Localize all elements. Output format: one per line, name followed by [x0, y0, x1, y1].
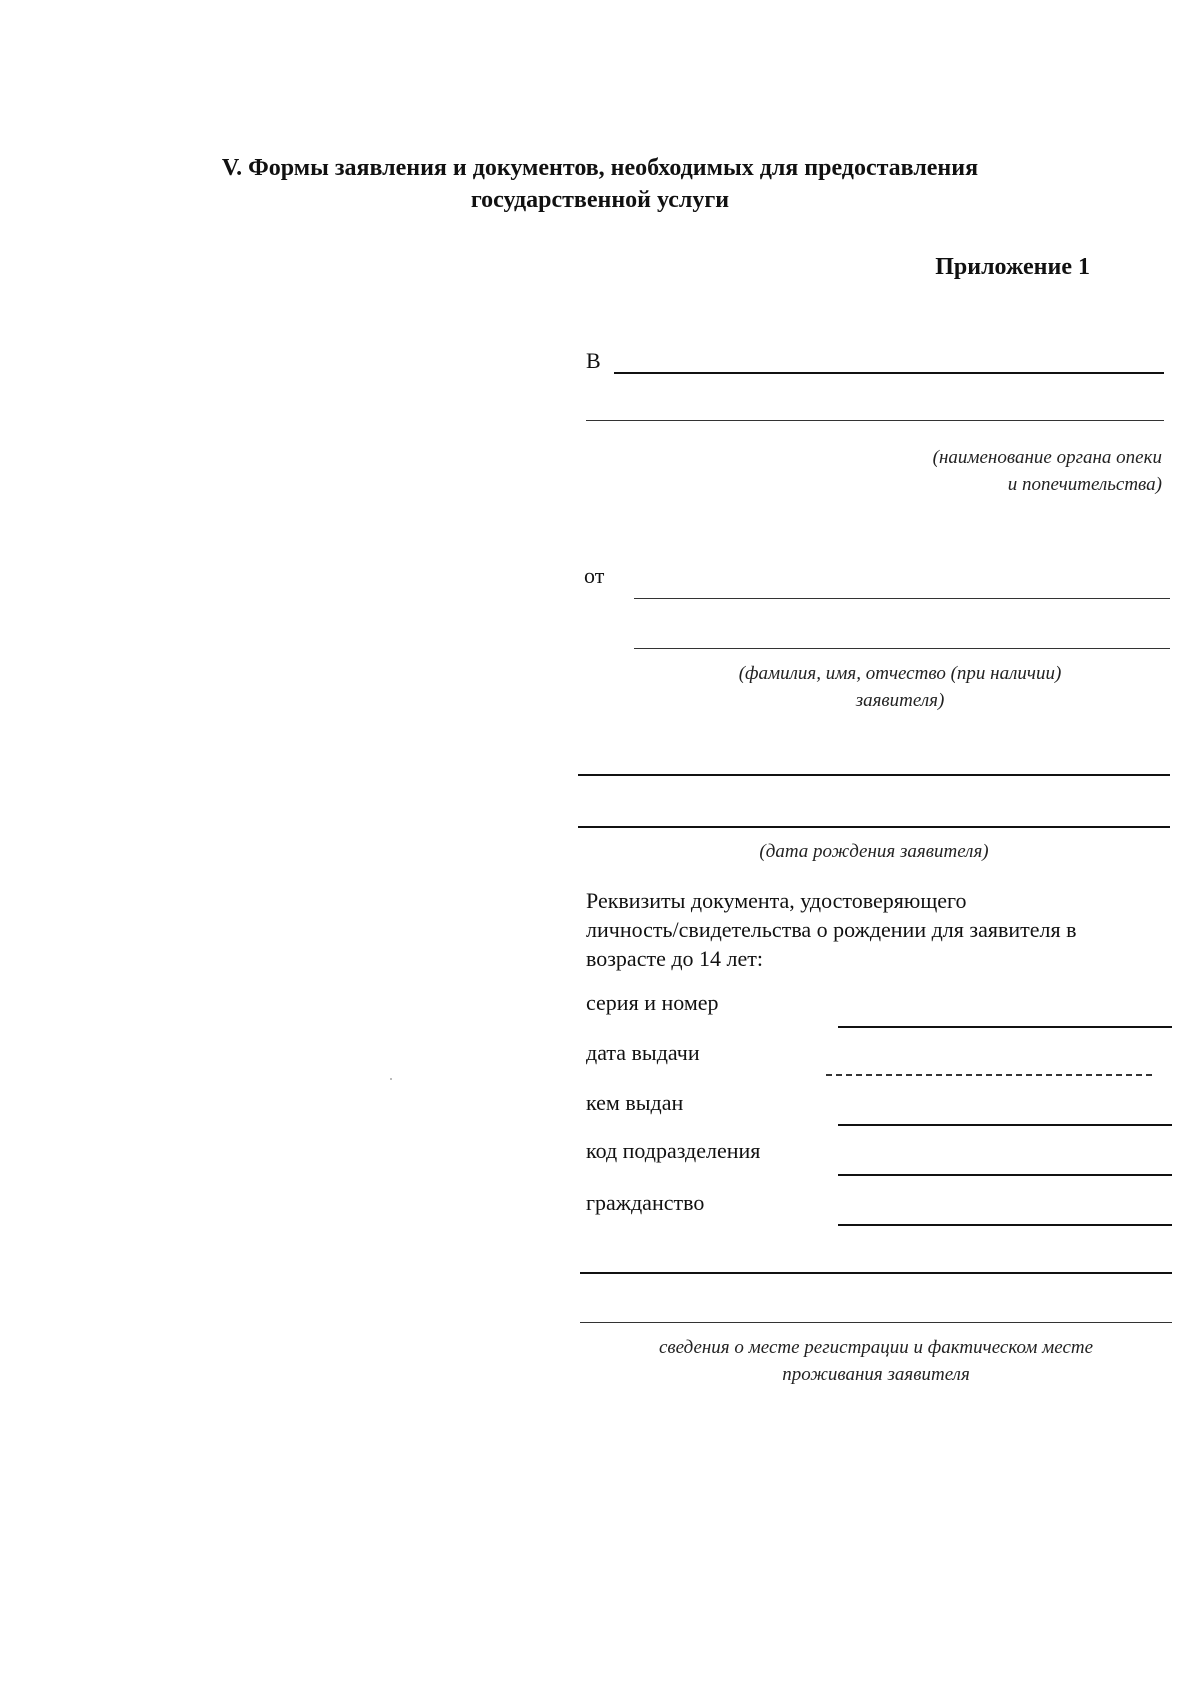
field-line-issue-date[interactable]: [826, 1074, 1152, 1076]
document-intro-line-1: Реквизиты документа, удостоверяющего: [586, 888, 967, 913]
address-line-1[interactable]: [580, 1272, 1172, 1274]
address-hint: [580, 1334, 1172, 1388]
field-label-series-number: серия и номер: [586, 990, 719, 1015]
applicant-name-line-2[interactable]: [634, 648, 1170, 649]
applicant-name-hint: [640, 660, 1160, 714]
applicant-name-line-1[interactable]: [634, 598, 1170, 599]
document-intro: [586, 886, 1166, 973]
birth-date-line-1[interactable]: [578, 774, 1170, 776]
page-title: [100, 152, 1100, 216]
page-title-line-2: государственной услуги: [470, 187, 730, 213]
authority-name-line-2[interactable]: [586, 420, 1164, 421]
authority-hint-line-2: и попечительства): [1007, 474, 1162, 495]
field-label-issued-by: кем выдан: [586, 1090, 684, 1115]
document-intro-line-3: возрасте до 14 лет:: [586, 946, 763, 971]
authority-hint-line-1: (наименование органа опеки: [932, 447, 1162, 468]
field-label-issue-date: дата выдачи: [586, 1040, 700, 1065]
page-title-line-1: V. Формы заявления и документов, необходимых для предоставления: [221, 155, 979, 181]
applicant-name-hint-line-1: (фамилия, имя, отчество (при наличии): [738, 663, 1062, 684]
address-line-2[interactable]: [580, 1322, 1172, 1323]
birth-date-line-2[interactable]: [578, 826, 1170, 828]
field-label-citizenship: гражданство: [586, 1190, 705, 1215]
field-line-series-number[interactable]: [838, 1026, 1172, 1028]
field-line-citizenship[interactable]: [838, 1224, 1172, 1226]
to-prefix: В: [586, 348, 601, 373]
address-hint-line-2: проживания заявителя: [782, 1364, 970, 1385]
from-prefix: от: [584, 563, 605, 588]
document-intro-line-2: личность/свидетельства о рождении для заявителя в: [586, 917, 1077, 942]
applicant-name-hint-line-2: заявителя): [855, 690, 945, 711]
field-label-division-code: код подразделения: [586, 1138, 761, 1163]
authority-name-line-1[interactable]: [614, 372, 1164, 374]
authority-hint: [760, 444, 1162, 498]
field-line-issued-by[interactable]: [838, 1124, 1172, 1126]
birth-date-hint: (дата рождения заявителя): [759, 841, 989, 862]
scan-speck: [390, 1078, 392, 1080]
address-hint-line-1: сведения о месте регистрации и фактическом месте: [658, 1337, 1094, 1358]
appendix-label: Приложение 1: [935, 254, 1090, 280]
field-line-division-code[interactable]: [838, 1174, 1172, 1176]
